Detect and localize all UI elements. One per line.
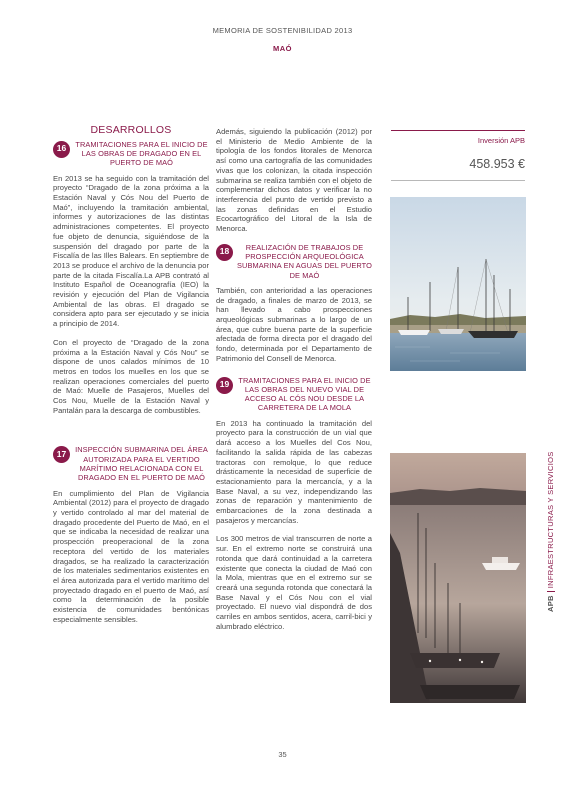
section-title: DESARROLLOS: [90, 124, 172, 136]
paragraph: En 2013 se ha seguido con la tramitación del proyecto “Dragado de la zona próxima a la Estación Naval y Cós Nou del Puerto de Maó”, incluyendo la tramitación ambiental, informes y autorizaciones de las distintas administraciones competentes. El proyecto fue objeto de denuncia, siguiéndose de la suspensión del dragado por parte de la Fiscalía de las Illes Balears. En septiembre de 2013 se produce el archivo de la denuncia por parte de la citada Fiscalía.La APB contrató al Instituto Español de Oceanografía (IEO) la revisión y ejecución del Plan de Vigilancia Ambiental de las obras. El dragado se considera apto para ser ejecutado y se inicia a principio de 2014.: [53, 173, 209, 329]
item-number-badge: 18: [216, 244, 233, 261]
investment-bottom-rule: [391, 180, 525, 181]
item-title: TRAMITACIONES PARA EL INICIO DE LAS OBRAS DEL NUEVO VIAL DE ACCESO AL CÓS NOU DESDE LA CARRETERA DE LA MOLA: [238, 375, 371, 413]
side-label-bold: APB: [546, 595, 555, 612]
document-subtitle: MAÓ: [273, 44, 292, 53]
side-label-text: INFRAESTRUCTURAS Y SERVICIOS: [546, 451, 555, 589]
page-number: 35: [278, 750, 287, 759]
item-title: TRAMITACIONES PARA EL INICIO DE LAS OBRAS DE DRAGADO EN EL PUERTO DE MAÓ: [75, 139, 208, 168]
paragraph: Además, siguiendo la publicación (2012) por el Ministerio de Medio Ambiente de la tipología de los fondos litorales de Menorca así como una cartografía de las comunidades vivas que los colonizan, la citada inspección submarina se realiza también con el objeto de complementar dichos datos y verificar la no interferencia del punto de vertido previsto a las zonas definidas en el Estudio Ecocartográfico del Litoral de la Isla de Menorca.: [216, 127, 372, 234]
item-number-badge: 19: [216, 377, 233, 394]
column-middle: [216, 127, 372, 641]
item-number-badge: 16: [53, 141, 70, 158]
paragraph: Con el proyecto de “Dragado de la zona próxima a la Estación Naval y Cós Nou” se dispone de unos calados mínimos de 10 metros en todos los muelles en los que se realizan operaciones comerciales del puerto de Maó: Muelle de Pasajeros, Muelles del Cos Nou, Muelle de la Estación Naval y Pantalán para la descarga de combustibles.: [53, 337, 209, 415]
item-title: REALIZACIÓN DE TRABAJOS DE PROSPECCIÓN ARQUEOLÓGICA SUBMARINA EN AGUAS DEL PUERTO DE MAÓ: [237, 242, 373, 280]
item-18-header: [216, 243, 372, 280]
investment-top-rule: [391, 130, 525, 131]
harbour-photo: [390, 197, 526, 371]
document-title: MEMORIA DE SOSTENIBILIDAD 2013: [212, 26, 353, 35]
item-16-header: [53, 140, 209, 168]
paragraph: También, con anterioridad a las operaciones de dragado, a finales de marzo de 2013, se han llevado a cabo prospecciones arqueológicas submarinas a lo largo de un área, que cubre buena parte de la superficie afectada de forma directa por el dragado del fondo, determinada por el Departamento de Patrimonio del Consell de Menorca.: [216, 285, 372, 363]
paragraph: En 2013 ha continuado la tramitación del proyecto para la construcción de un vial que dará acceso a los Muelles del Cos Nou, facilitando la salida rápida de las cabezas tractoras con remolque, lo que reduce drásticamente la necesidad de superficie de estacionamiento para la mercancía, y a la Base Naval, a su vez, independizando las zonas de reparación y mantenimiento de embarcaciones de la zona destinada a pasajeros y mercancías.: [216, 418, 372, 525]
column-left: [53, 126, 209, 634]
item-19-header: [216, 376, 372, 413]
investment-label: Inversión APB: [477, 136, 525, 145]
side-label-divider: [547, 591, 555, 592]
harbour-dusk-photo: [390, 453, 526, 703]
side-section-label: [546, 451, 555, 612]
item-number-badge: 17: [53, 446, 70, 463]
item-title: INSPECCIÓN SUBMARINA DEL ÁREA AUTORIZADA PARA EL VERTIDO MARÍTIMO RELACIONADA CON EL DRAGADO EN EL PUERTO DE MAÓ: [75, 445, 208, 483]
item-17-header: [53, 445, 209, 482]
investment-value: 458.953 €: [469, 157, 525, 171]
paragraph: Los 300 metros de vial transcurren de norte a sur. En el extremo norte se construirá una rotonda que dará continuidad a la carretera existente que conecta la ciudad de Maó con la Mola, mientras que en el extremo sur se creará una segunda rotonda que conectará la Base Naval y el Cós Nou con el vial proyectado. El nuevo vial dispondrá de dos carriles en ambos sentidos, acera, carril-bici y alumbrado eléctrico.: [216, 534, 372, 631]
paragraph: En cumplimiento del Plan de Vigilancia Ambiental (2012) para el proyecto de dragado y vertido controlado al mar del material de dragado procedente del Puerto de Maó, en el que se indicaba la necesidad de realizar una prospección preoperacional de la zona receptora del vertido de los materiales dragados, se ha realizado la caracterización de los materiales sedimentarios existentes en el área autorizada para el vertido marítimo del proyectado dragado en el puerto de Maó, así como la determinación de la posible existencia de comunidades bentónicas especialmente sensibles.: [53, 488, 209, 624]
